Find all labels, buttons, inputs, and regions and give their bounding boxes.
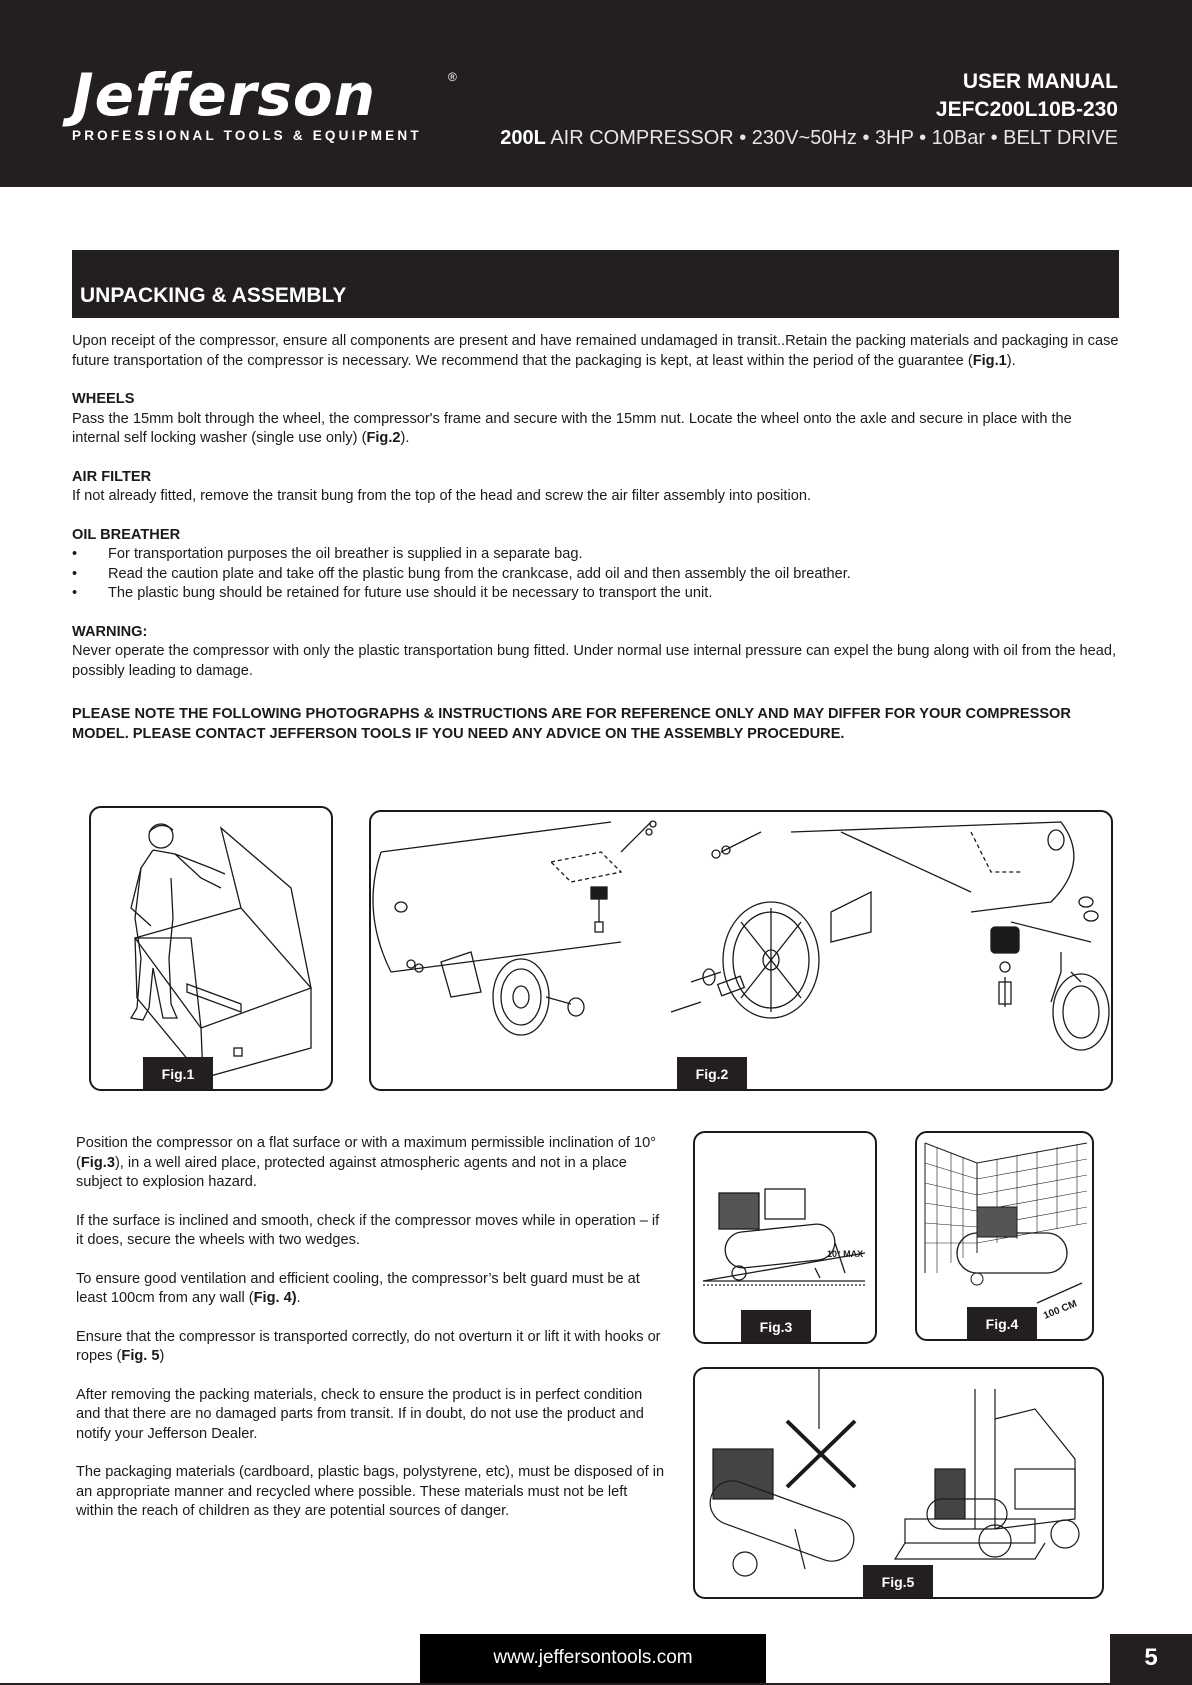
- figure-3-illustration: [693, 1131, 877, 1344]
- transport-forklift-icon: [695, 1369, 1102, 1597]
- warning-heading: WARNING:: [72, 623, 148, 640]
- list-item: • The plastic bung should be retained for future use should it be necessary to transport the unit.: [72, 584, 1122, 604]
- fig-2-label: Fig.2: [677, 1057, 747, 1091]
- website-link[interactable]: www.jeffersontools.com: [420, 1634, 766, 1685]
- figure-2-illustration: [369, 810, 1113, 1091]
- page-number: 5: [1110, 1634, 1192, 1685]
- assembly-instructions: [72, 332, 1122, 763]
- figure-5-illustration: [693, 1367, 1104, 1599]
- warning-paragraph: Never operate the compressor with only the plastic transportation bung fitted. Under normal use internal pressure can expel the bung along with oil from the head, possibly leading to damage.: [72, 643, 1117, 679]
- wheels-heading: WHEELS: [72, 391, 135, 407]
- figure-4-illustration: [915, 1131, 1094, 1341]
- figure-1-illustration: [89, 806, 333, 1091]
- wheels-paragraph: [72, 410, 1122, 449]
- air-filter-heading: AIR FILTER: [72, 468, 152, 485]
- fig-1-label: Fig.1: [143, 1057, 213, 1091]
- fig-5-label: Fig.5: [863, 1565, 933, 1599]
- brand-logo: [72, 61, 472, 146]
- fig-ref: Fig. 4): [253, 1290, 297, 1306]
- fig-ref: Fig. 5: [121, 1348, 160, 1364]
- intro-paragraph: [72, 332, 1122, 371]
- page-header: [0, 0, 1192, 187]
- intro-text-end: ).: [1006, 352, 1016, 369]
- paragraph-text: ): [159, 1348, 165, 1364]
- placement-paragraph: After removing the packing materials, check to ensure the product is in perfect condition and that there are no damaged parts from transit. If in doubt, do not use the product and notify your Jefferson Dealer.: [76, 1386, 644, 1442]
- wheels-text-end: ).: [400, 430, 410, 446]
- air-filter-paragraph: If not already fitted, remove the transit bung from the top of the head and screw the air filter assembly into position.: [72, 488, 812, 504]
- fig-ref: Fig.3: [80, 1154, 115, 1171]
- incline-annotation: 10° MAX: [827, 1249, 864, 1259]
- unpacking-person-icon: [91, 808, 331, 1089]
- wheels-text: Pass the 15mm bolt through the wheel, the compressor's frame and secure with the 15mm nut. Locate the wheel onto the axle and secure in place with the internal self locking washer (single use only) (: [72, 410, 1072, 446]
- fig-4-label: Fig.4: [967, 1307, 1037, 1341]
- fig-3-label: Fig.3: [741, 1310, 811, 1344]
- placement-paragraph: [76, 1270, 666, 1309]
- registered-mark: ®: [448, 70, 457, 84]
- section-title: UNPACKING & ASSEMBLY: [80, 284, 347, 307]
- fig-ref: Fig.1: [972, 352, 1007, 369]
- oil-breather-heading: OIL BREATHER: [72, 526, 181, 543]
- paragraph-text: ), in a well aired place, protected against atmospheric agents and not in a place subject to explosion hazard.: [76, 1154, 627, 1190]
- oil-breather-list: [72, 545, 1122, 604]
- list-item: • Read the caution plate and take off the plastic bung from the crankcase, add oil and then assembly the oil breather.: [72, 565, 1122, 585]
- spec-details: AIR COMPRESSOR • 230V~50Hz • 3HP • 10Bar • BELT DRIVE: [550, 127, 1118, 149]
- placement-instructions: [76, 1134, 666, 1541]
- doc-type: USER MANUAL: [962, 70, 1118, 93]
- model-number: JEFC200L10B-230: [935, 98, 1118, 121]
- fig-ref: Fig.2: [366, 430, 401, 446]
- header-info: [500, 68, 1118, 152]
- paragraph-text: To ensure good ventilation and efficient cooling, the compressor’s belt guard must be at least 100cm from any wall (: [76, 1270, 640, 1306]
- paragraph-text: .: [296, 1290, 301, 1306]
- placement-paragraph: [76, 1134, 666, 1193]
- paragraph-text: Position the compressor on a flat surface or with a maximum permissible inclination of 10° (: [76, 1135, 657, 1171]
- distance-annotation: 100 CM: [1042, 1298, 1079, 1322]
- product-spec: [500, 124, 1118, 152]
- spec-capacity: 200L: [500, 127, 546, 149]
- brand-tagline: PROFESSIONAL TOOLS & EQUIPMENT: [72, 128, 422, 143]
- intro-text: Upon receipt of the compressor, ensure all components are present and have remained undamaged in transit..Retain the packing materials and packaging in case future transportation of the compressor is necessary. We recommend that the packaging is kept, at least within the period of the guarantee (: [72, 333, 1119, 369]
- wheel-assembly-icon: [371, 812, 1111, 1089]
- placement-paragraph: [76, 1328, 666, 1367]
- placement-paragraph: If the surface is inclined and smooth, check if the compressor moves while in operation – if it does, secure the wheels with two wedges.: [76, 1212, 660, 1248]
- list-item: • For transportation purposes the oil breather is supplied in a separate bag.: [72, 545, 1122, 565]
- brand-name: Jefferson: [72, 61, 376, 129]
- section-heading-bar: [72, 250, 1119, 318]
- placement-paragraph: The packaging materials (cardboard, plastic bags, polystyrene, etc), must be disposed of in an appropriate manner and recycled where possible. These materials must not be left within the reach of children as they are potential sources of danger.: [76, 1464, 665, 1519]
- reference-note: PLEASE NOTE THE FOLLOWING PHOTOGRAPHS & INSTRUCTIONS ARE FOR REFERENCE ONLY AND MAY DIFFER FOR YOUR COMPRESSOR MODEL. PLEASE CONTACT JEFFERSON TOOLS IF YOU NEED ANY ADVICE ON THE ASSEMBLY PROCEDURE.: [72, 706, 1071, 742]
- paragraph-text: Ensure that the compressor is transported correctly, do not overturn it or lift it with hooks or ropes (: [76, 1328, 661, 1364]
